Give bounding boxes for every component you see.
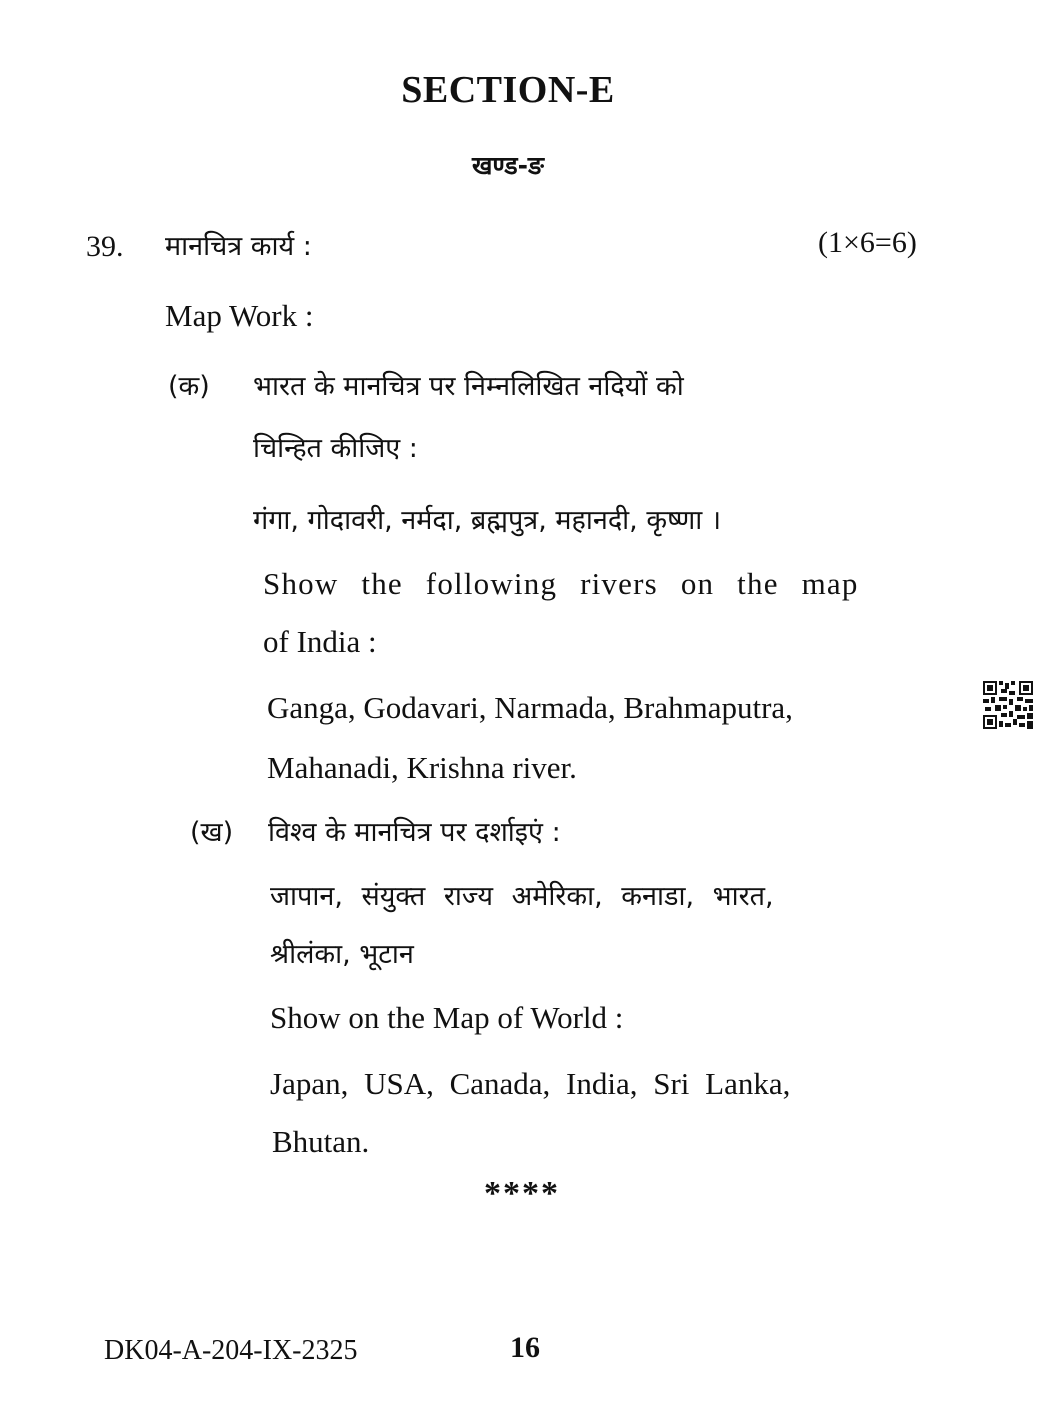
part-a-label: (क) <box>168 371 210 402</box>
question-marks: (1×6=6) <box>818 226 917 259</box>
part-b-hindi-items-line1: जापान, संयुक्त राज्य अमेरिका, कनाडा, भारत, <box>270 881 774 912</box>
qr-code-icon <box>983 681 1033 729</box>
section-title-hindi: खण्ड-ङ <box>471 151 544 180</box>
part-a-hindi-instruction-line2: चिन्हित कीजिए : <box>253 433 418 464</box>
section-title: SECTION-E <box>401 69 615 111</box>
part-b-english-items-line1: Japan, USA, Canada, India, Sri Lanka, <box>270 1066 791 1101</box>
paper-code: DK04-A-204-IX-2325 <box>104 1335 358 1366</box>
part-b-hindi-instruction: विश्व के मानचित्र पर दर्शाइएं : <box>268 817 561 848</box>
part-b-hindi-items-line2: श्रीलंका, भूटान <box>270 939 414 970</box>
part-b-label: (ख) <box>190 817 234 848</box>
part-b-english-instruction: Show on the Map of World : <box>270 1000 624 1035</box>
question-title-hindi: मानचित्र कार्य : <box>165 231 312 262</box>
part-a-english-instruction-line1: Show the following rivers on the map <box>263 566 859 601</box>
part-a-hindi-instruction-line1 <box>253 366 943 403</box>
part-a-english-instruction-line2: of India : <box>263 624 377 659</box>
part-b-english-items-line2: Bhutan. <box>272 1124 370 1159</box>
part-a-english-items-line1: Ganga, Godavari, Narmada, Brahmaputra, <box>267 690 793 725</box>
part-a-hindi-instruction-text: भारत के मानचित्र पर निम्नलिखित नदियों को <box>253 371 684 402</box>
page-number: 16 <box>510 1331 540 1364</box>
question-title-english: Map Work : <box>165 298 314 333</box>
part-a-english-items-line2: Mahanadi, Krishna river. <box>267 750 577 785</box>
question-number: 39. <box>86 230 124 263</box>
part-a-hindi-items: गंगा, गोदावरी, नर्मदा, ब्रह्मपुत्र, महानदी, कृष्णा । <box>253 505 722 536</box>
end-of-paper-marker: **** <box>484 1175 560 1212</box>
